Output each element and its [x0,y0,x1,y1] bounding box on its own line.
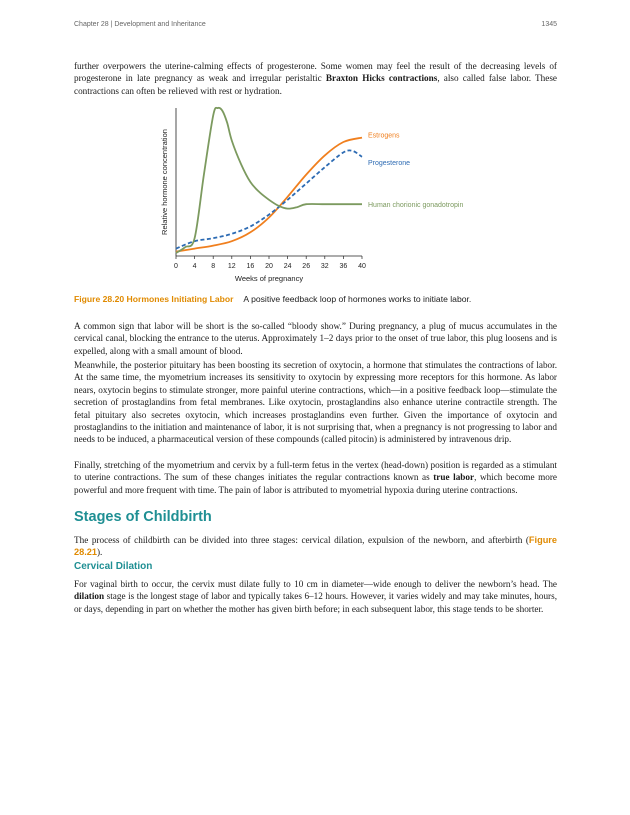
intro-paragraph [74,60,557,97]
page-header [74,21,557,28]
intro-text-a: further overpowers the uterine-calming effects of progesterone. Some women may feel the result of the decreasing levels of progesterone in late pregnancy as weak and irregular peristaltic [74,61,557,84]
bloody-show-paragraph: A common sign that labor will be short is the so-called “bloody show.” During pregnancy, a plug of mucus accumulates in the cervical canal, blocking the entrance to the uterus. Approximately 1–2 days prior to the onset of true labor, this plug loosens and is expelled, along with a small amount of blood. [74,321,557,356]
x-tick-label: 24 [283,263,292,270]
stages-text-b: ). [97,547,103,558]
x-tick-label: 12 [227,263,236,270]
hcg-legend-label: Human chorionic gonadotropin [368,202,464,210]
dilation-text-b: stage is the longest stage of labor and typically takes 6–12 hours. However, it varies widely and may take minutes, hours, or days, depending in part on whether the mother has given birth before; in each subsequent labor, this stage tends to be shorter. [74,591,557,614]
x-tick-label: 32 [320,263,329,270]
figure-label: Figure 28.20 Hormones Initiating Labor [74,294,234,304]
chapter-title: Chapter 28 | Development and Inheritance [74,21,206,28]
x-tick-label: 40 [358,263,366,270]
true-labor-paragraph [74,459,557,496]
hcg-line [176,108,362,253]
x-tick-label: 16 [246,263,255,270]
figure-caption [74,294,557,304]
stages-paragraph [74,534,557,559]
estrogens-legend-label: Estrogens [368,132,400,140]
figure-caption-text: A positive feedback loop of hormones works to initiate labor. [243,294,472,304]
hormone-chart-svg [150,100,480,290]
oxytocin-paragraph: Meanwhile, the posterior pituitary has been boosting its secretion of oxytocin, a hormone that stimulates the contractions of labor. At the same time, the myometrium increases its sensitivity to oxytocin by expressing more receptors for this hormone. As labor nears, oxytocin begins to stimulate stronger, more painful uterine contractions, which—in a positive feedback loop—stimulate the secretion of prostaglandins from fetal membranes. Like oxytocin, prostaglandins also enhance uterine contractile strength. The fetal pituitary also secretes oxytocin, which increases prostaglandins even further. Given the importance of oxytocin and prostaglandins to the initiation and maintenance of labor, it is not surprising that, when a pregnancy is not progressing to labor and needs to be induced, a pharmaceutical version of these compounds (called pitocin) is administered by intravenous drip. [74,360,557,445]
x-axis-label: Weeks of pregnancy [234,274,304,283]
true-labor-text-a: Finally, stretching of the myometrium and cervix by a full-term fetus in the vertex (head-down) position is regarded as a stimulant to uterine contractions. The sum of these changes initiates the regular contractions known as [74,460,557,483]
progesterone-legend-label: Progesterone [368,159,411,167]
x-tick-label: 36 [339,263,348,270]
dilation-paragraph [74,578,557,615]
x-tick-label: 4 [192,263,197,270]
braxton-hicks-term: Braxton Hicks contractions [325,73,438,84]
intro-text-b: , also called false labor. These contractions can often be relieved with rest or hydration. [74,73,557,96]
x-tick-label: 0 [174,263,178,270]
true-labor-text-b: , which become more powerful and more frequent with time. The pain of labor is attributed to myometrial hypoxia during uterine contractions. [74,472,557,495]
x-tick-label: 8 [211,263,216,270]
subsection-title: Cervical Dilation [74,561,153,572]
y-axis-label: Relative hormone concentration [160,129,169,235]
figure-28-21-link[interactable]: Figure 28.21 [74,535,557,558]
true-labor-term: true labor [433,472,475,483]
stages-text-a: The process of childbirth can be divided into three stages: cervical dilation, expulsion of the newborn, and afterbirth ( [74,535,529,545]
dilation-text-a: For vaginal birth to occur, the cervix must dilate fully to 10 cm in diameter—wide enough to deliver the newborn’s head. The [74,579,557,589]
section-title: Stages of Childbirth [74,509,212,525]
x-tick-label: 26 [302,263,311,270]
x-tick-label: 20 [265,263,273,270]
page-number: 1345 [541,21,557,28]
hormone-chart [150,100,480,290]
estrogens-line [176,138,362,252]
dilation-term: dilation [74,591,105,602]
